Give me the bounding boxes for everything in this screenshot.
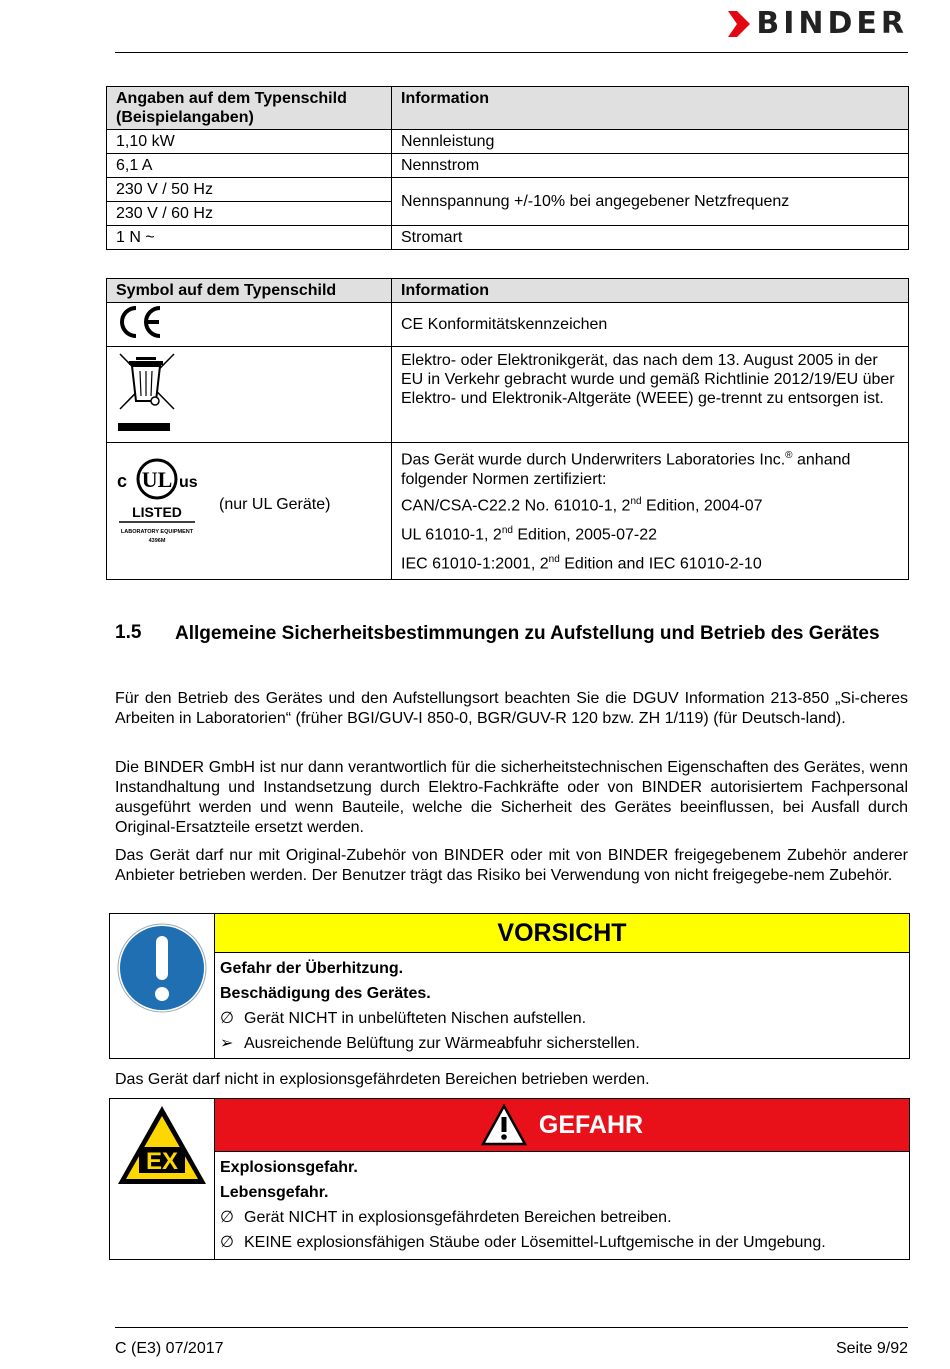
table-row [107,178,909,202]
standard-text: CAN/CSA-C22.2 No. 61010-1, 2 [401,497,631,515]
ul-info-text: anhand folgender Normen zertifiziert: [401,451,851,489]
table-cell: Nennleistung [392,130,909,154]
standard-text: Edition, 2004-07 [641,497,763,515]
table-header-cell: Angaben auf dem Typenschild (Beispielangaben) [107,87,392,130]
ul-us-text: us [179,474,198,491]
instruction-text: KEINE explosionsfähigen Stäube oder Lösemittel-Luftgemische in der Umgebung. [244,1234,826,1251]
ul-text: UL [141,467,173,492]
standard-line [401,490,899,519]
section-number: 1.5 [115,622,142,643]
instruction-text: Ausreichende Belüftung zur Wärmeabfuhr sicherstellen. [244,1035,640,1052]
paragraph: Die BINDER GmbH ist nur dann verantwortlich für die sicherheitstechnischen Eigenschaften des Gerätes, wenn Instandhaltung und Instandsetzung durch Elektro-Fachkräfte oder von BINDER autorisiertem Fachpersonal ausgeführt werden und wenn Bauteile, welche die Sicherheit des Gerätes beeinflussen, bei Ausfall durch Original-Ersatzteile ersetzt werden. [115,759,908,836]
prohibition-symbol: ∅ [220,1234,234,1251]
table-cell [107,443,392,580]
ul-certification-text [401,443,899,490]
table-cell: Stromart [392,226,909,250]
table-row [107,443,909,580]
standard-text: IEC 61010-1:2001, 2 [401,555,549,573]
standard-text: Edition and IEC 61010-2-10 [559,555,762,573]
prohibition-symbol: ∅ [220,1209,234,1226]
table-cell: 1,10 kW [107,130,392,154]
table-cell: 230 V / 60 Hz [107,202,392,226]
danger-box [109,1098,910,1260]
ordinal-suffix: nd [548,553,560,565]
ul-info-text: Das Gerät wurde durch Underwriters Laboratories Inc. [401,451,786,469]
binder-logo [728,6,908,41]
table-cell: 1 N ~ [107,226,392,250]
weee-bin-icon [116,351,176,433]
hazard-line: Gefahr der Überhitzung. [220,960,404,977]
table-cell: CE Konformitätskennzeichen [392,303,909,347]
caution-body [220,956,640,1056]
instruction-text: Gerät NICHT in explosionsgefährdeten Bereichen betreiben. [244,1209,672,1226]
ordinal-suffix: nd [501,525,513,537]
caution-banner: VORSICHT [215,914,909,953]
table-cell: Nennspannung +/-10% bei angegebener Netzfrequenz [392,178,909,226]
footer-rule [115,1327,908,1328]
ul-code-text: 4396M [148,538,166,544]
paragraph: Das Gerät darf nicht in explosionsgefährdeten Bereichen betrieben werden. [115,1071,650,1088]
table-cell: Elektro- oder Elektronikgerät, das nach dem 13. August 2005 in der EU in Verkehr gebracht wurde und gemäß Richtlinie 2012/19/EU über Elektro- und Elektronik-Altgeräte (WEEE) ge-trennt zu entsorgen ist. [392,347,909,443]
explosion-hazard-icon [115,1103,209,1187]
danger-banner-label: GEFAHR [538,1110,644,1139]
ul-c-text: c [117,471,128,491]
mandatory-exclamation-icon [116,922,208,1014]
standard-text: Edition, 2005-07-22 [512,526,658,544]
hazard-line: Explosionsgefahr. [220,1159,358,1176]
table-header-row [107,87,909,130]
caution-icon-cell [110,914,215,1058]
table-cell [107,303,392,347]
ul-listed-logo [113,453,209,549]
standard-line [401,548,899,577]
table-header-cell: Information [392,87,909,130]
table-row [107,226,909,250]
table-cell: Nennstrom [392,154,909,178]
instruction-text: Gerät NICHT in unbelüfteten Nischen aufstellen. [244,1010,587,1027]
table-header-row [107,279,909,303]
table-row [107,130,909,154]
table-row [107,303,909,347]
ordinal-suffix: nd [630,496,642,508]
danger-banner [215,1099,909,1152]
brand-name: BINDER [756,6,908,41]
registered-mark: ® [785,450,793,461]
standard-line [401,519,899,548]
ul-small-text: LABORATORY EQUIPMENT [120,529,194,535]
paragraph: Das Gerät darf nur mit Original-Zubehör von BINDER oder mit von BINDER freigegebenem Zubehör anderer Anbieter betrieben werden. Der Benutzer trägt das Risiko bei Verwendung von nicht freigegebe-nem Zubehör. [115,847,908,884]
table-header-cell: Symbol auf dem Typenschild [107,279,392,303]
prohibition-symbol: ∅ [220,1010,234,1027]
caution-box [109,913,910,1059]
arrow-bullet-icon: ➢ [220,1035,234,1052]
consequence-line: Beschädigung des Gerätes. [220,985,431,1002]
header-rule [115,52,908,53]
table-cell [392,443,909,580]
table-row [107,154,909,178]
table-cell [107,347,392,443]
ul-listed-text: LISTED [132,504,182,520]
ce-mark-icon [116,305,164,339]
instruction-item [220,1006,640,1031]
instruction-item [220,1230,826,1255]
ex-label: EX [145,1148,179,1175]
ul-note: (nur UL Geräte) [219,496,331,513]
table-row [107,347,909,443]
danger-body [220,1155,826,1255]
consequence-line: Lebensgefahr. [220,1184,329,1201]
warning-triangle-icon [481,1104,527,1146]
binder-logo-icon [728,11,750,37]
document-version: C (E3) 07/2017 [115,1340,224,1357]
section-title: Allgemeine Sicherheitsbestimmungen zu Aufstellung und Betrieb des Gerätes [175,623,880,644]
standard-text: UL 61010-1, 2 [401,526,502,544]
typeplate-table [106,86,909,250]
instruction-item [220,1031,640,1056]
table-cell: 6,1 A [107,154,392,178]
danger-icon-cell [110,1099,215,1259]
page-number: Seite 9/92 [835,1340,908,1357]
instruction-item [220,1205,826,1230]
table-cell: 230 V / 50 Hz [107,178,392,202]
table-header-cell: Information [392,279,909,303]
paragraph: Für den Betrieb des Gerätes und den Aufstellungsort beachten Sie die DGUV Information 213-850 „Si-cheres Arbeiten in Laboratorien“ (früher BGI/GUV-I 850-0, BGR/GUV-R 120 bzw. ZH 1/119) (für Deutsch-land). [115,690,908,727]
symbol-table [106,278,909,580]
